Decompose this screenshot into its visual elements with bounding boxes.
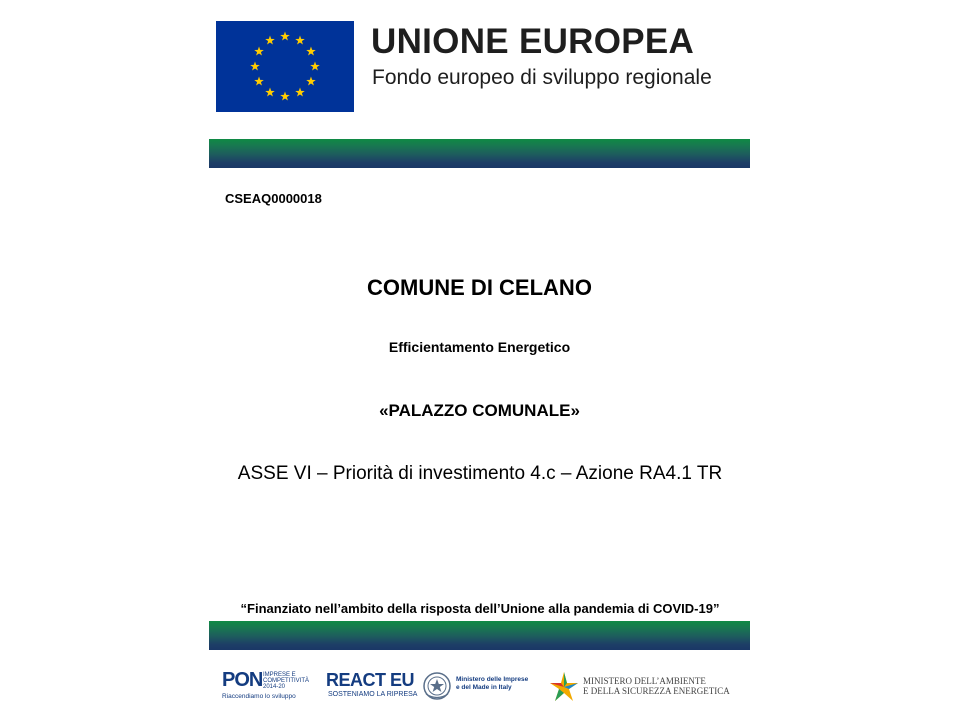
building-name: «PALAZZO COMUNALE»	[379, 401, 580, 420]
pon-program-label: IMPRESE E COMPETITIVITÀ 2014-20	[263, 672, 310, 690]
mimit-label: Ministero delle Imprese e del Made in Italy	[456, 676, 529, 691]
mimit-logo	[420, 670, 540, 704]
pon-logo	[222, 669, 322, 705]
mase-logo	[547, 670, 747, 706]
react-eu-logo	[326, 670, 416, 706]
top-color-band	[209, 139, 750, 168]
pon-tagline: Riaccendiamo lo sviluppo	[222, 693, 296, 700]
eu-flag-icon	[216, 21, 354, 112]
react-eu-wordmark: REACT EU	[326, 670, 415, 690]
mase-label: MINISTERO DELL’AMBIENTE E DELLA SICUREZZA ENERGETICA	[583, 676, 730, 696]
eu-subtitle: Fondo europeo di sviluppo regionale	[372, 66, 712, 89]
eu-title: UNIONE EUROPEA	[371, 22, 695, 61]
pon-wordmark: PON	[222, 669, 263, 691]
municipality-title: COMUNE DI CELANO	[367, 275, 592, 300]
react-eu-tagline: SOSTENIAMO LA RIPRESA	[328, 691, 418, 698]
axis-priority-line: ASSE VI – Priorità di investimento 4.c – Azione RA4.1 TR	[237, 463, 723, 484]
bottom-color-band	[209, 621, 750, 650]
project-code: CSEAQ0000018	[225, 191, 322, 206]
project-category: Efficientamento Energetico	[388, 339, 571, 355]
funding-note: “Finanziato nell’ambito della risposta dell’Unione alla pandemia di COVID-19”	[240, 601, 720, 616]
italian-republic-emblem-icon	[422, 670, 452, 702]
mase-star-icon	[547, 670, 581, 704]
